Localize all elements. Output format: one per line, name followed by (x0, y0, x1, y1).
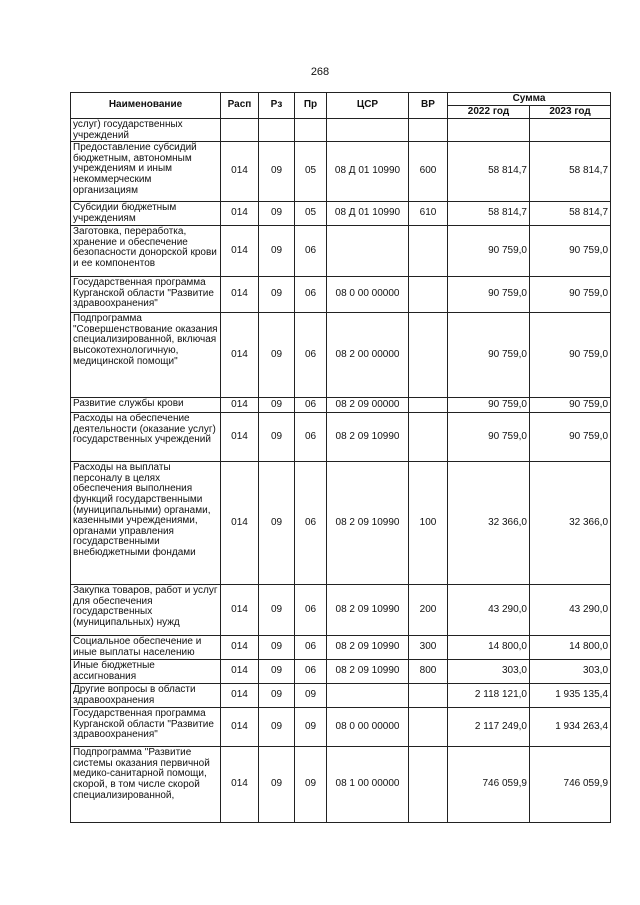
table-row (71, 398, 611, 413)
row-rz: 09 (259, 708, 295, 747)
row-pr: 09 (295, 684, 327, 708)
row-vr (409, 398, 448, 413)
table-row (71, 708, 611, 747)
row-vr (409, 119, 448, 142)
row-name: Иные бюджетные ассигнования (71, 660, 221, 684)
row-sum-2022: 90 759,0 (448, 398, 530, 413)
row-sum-2023: 90 759,0 (530, 413, 611, 462)
row-sum-2023: 43 290,0 (530, 585, 611, 636)
header-year-2022: 2022 год (448, 106, 530, 119)
row-rz: 09 (259, 398, 295, 413)
row-sum-2022: 58 814,7 (448, 142, 530, 202)
row-vr: 610 (409, 202, 448, 226)
row-rz: 09 (259, 636, 295, 660)
row-rasp: 014 (221, 226, 259, 277)
row-rasp: 014 (221, 684, 259, 708)
row-sum-2023 (530, 119, 611, 142)
row-sum-2022: 746 059,9 (448, 747, 530, 823)
row-csr: 08 Д 01 10990 (327, 202, 409, 226)
row-rasp (221, 119, 259, 142)
row-vr: 300 (409, 636, 448, 660)
row-sum-2022: 90 759,0 (448, 313, 530, 398)
budget-table (70, 92, 611, 823)
row-pr (295, 119, 327, 142)
row-vr: 800 (409, 660, 448, 684)
row-sum-2023: 90 759,0 (530, 226, 611, 277)
table-row (71, 119, 611, 142)
row-sum-2023: 58 814,7 (530, 142, 611, 202)
table-row (71, 313, 611, 398)
row-vr: 200 (409, 585, 448, 636)
row-rasp: 014 (221, 313, 259, 398)
row-pr: 06 (295, 462, 327, 585)
row-rz: 09 (259, 313, 295, 398)
table-row (71, 413, 611, 462)
table-body (71, 119, 611, 823)
header-csr: ЦСР (327, 93, 409, 119)
row-rz: 09 (259, 142, 295, 202)
row-sum-2023: 90 759,0 (530, 277, 611, 313)
row-sum-2023: 1 934 263,4 (530, 708, 611, 747)
row-csr: 08 2 09 10990 (327, 585, 409, 636)
row-vr (409, 747, 448, 823)
row-sum-2023: 14 800,0 (530, 636, 611, 660)
row-sum-2022: 43 290,0 (448, 585, 530, 636)
table-row (71, 226, 611, 277)
row-rz: 09 (259, 202, 295, 226)
header-name: Наименование (71, 93, 221, 119)
row-name: Другие вопросы в области здравоохранения (71, 684, 221, 708)
row-pr: 06 (295, 226, 327, 277)
row-csr: 08 0 00 00000 (327, 708, 409, 747)
row-name: Подпрограмма "Развитие системы оказания первичной медико-санитарной помощи, скорой, в том числе скорой специализированной, (71, 747, 221, 823)
row-pr: 09 (295, 747, 327, 823)
row-pr: 05 (295, 142, 327, 202)
table-row (71, 585, 611, 636)
row-sum-2023: 58 814,7 (530, 202, 611, 226)
header-rz: Рз (259, 93, 295, 119)
row-name: Государственная программа Курганской области "Развитие здравоохранения" (71, 277, 221, 313)
row-sum-2022: 90 759,0 (448, 226, 530, 277)
row-pr: 06 (295, 413, 327, 462)
row-pr: 06 (295, 585, 327, 636)
row-rasp: 014 (221, 142, 259, 202)
row-csr: 08 Д 01 10990 (327, 142, 409, 202)
row-rz: 09 (259, 226, 295, 277)
row-name: Предоставление субсидий бюджетным, автономным учреждениям и иным некоммерческим организациям (71, 142, 221, 202)
row-sum-2022: 90 759,0 (448, 413, 530, 462)
row-name: Подпрограмма "Совершенствование оказания специализированной, включая высокотехнологичную, медицинской помощи" (71, 313, 221, 398)
row-sum-2022: 32 366,0 (448, 462, 530, 585)
row-rasp: 014 (221, 413, 259, 462)
row-sum-2022 (448, 119, 530, 142)
row-rz: 09 (259, 747, 295, 823)
row-vr (409, 277, 448, 313)
row-sum-2023: 746 059,9 (530, 747, 611, 823)
row-csr (327, 119, 409, 142)
header-rasp: Расп (221, 93, 259, 119)
row-csr: 08 0 00 00000 (327, 277, 409, 313)
row-rz: 09 (259, 684, 295, 708)
row-rasp: 014 (221, 636, 259, 660)
row-rasp: 014 (221, 277, 259, 313)
row-sum-2023: 90 759,0 (530, 313, 611, 398)
row-name: Расходы на обеспечение деятельности (оказание услуг) государственных учреждений (71, 413, 221, 462)
row-sum-2023: 32 366,0 (530, 462, 611, 585)
header-sum: Сумма (448, 93, 611, 106)
table-row (71, 277, 611, 313)
row-rasp: 014 (221, 585, 259, 636)
table-row (71, 202, 611, 226)
row-sum-2022: 2 118 121,0 (448, 684, 530, 708)
row-pr: 06 (295, 398, 327, 413)
table-row (71, 684, 611, 708)
row-sum-2023: 303,0 (530, 660, 611, 684)
row-csr: 08 2 09 10990 (327, 660, 409, 684)
row-rz: 09 (259, 413, 295, 462)
page-number: 268 (310, 66, 330, 78)
row-sum-2022: 90 759,0 (448, 277, 530, 313)
row-rasp: 014 (221, 747, 259, 823)
row-sum-2022: 58 814,7 (448, 202, 530, 226)
row-csr (327, 684, 409, 708)
row-sum-2022: 303,0 (448, 660, 530, 684)
row-csr: 08 2 09 10990 (327, 413, 409, 462)
row-rasp: 014 (221, 462, 259, 585)
row-name: Развитие службы крови (71, 398, 221, 413)
row-vr (409, 313, 448, 398)
row-rasp: 014 (221, 202, 259, 226)
row-pr: 06 (295, 660, 327, 684)
row-rz: 09 (259, 277, 295, 313)
row-csr: 08 1 00 00000 (327, 747, 409, 823)
row-csr: 08 2 09 10990 (327, 462, 409, 585)
table-row (71, 636, 611, 660)
row-csr (327, 226, 409, 277)
row-rz: 09 (259, 462, 295, 585)
row-rz: 09 (259, 660, 295, 684)
row-name: услуг) государственных учреждений (71, 119, 221, 142)
row-rasp: 014 (221, 398, 259, 413)
row-rasp: 014 (221, 708, 259, 747)
header-year-2023: 2023 год (530, 106, 611, 119)
table-row (71, 660, 611, 684)
header-vr: ВР (409, 93, 448, 119)
table-row (71, 142, 611, 202)
row-sum-2022: 2 117 249,0 (448, 708, 530, 747)
row-name: Заготовка, переработка, хранение и обеспечение безопасности донорской крови и ее компонентов (71, 226, 221, 277)
row-vr (409, 413, 448, 462)
row-pr: 09 (295, 708, 327, 747)
row-csr: 08 2 00 00000 (327, 313, 409, 398)
table-row (71, 462, 611, 585)
row-vr (409, 226, 448, 277)
row-vr (409, 684, 448, 708)
row-rz: 09 (259, 585, 295, 636)
row-name: Государственная программа Курганской области "Развитие здравоохранения" (71, 708, 221, 747)
table-row (71, 747, 611, 823)
row-pr: 05 (295, 202, 327, 226)
row-pr: 06 (295, 277, 327, 313)
table-header (71, 93, 611, 119)
row-vr: 100 (409, 462, 448, 585)
row-pr: 06 (295, 636, 327, 660)
row-name: Расходы на выплаты персоналу в целях обеспечения выполнения функций государственными (муниципальными) органами, казенными учреждениями, органами управления государственными внебюджетными фондами (71, 462, 221, 585)
row-rasp: 014 (221, 660, 259, 684)
row-name: Социальное обеспечение и иные выплаты населению (71, 636, 221, 660)
row-sum-2022: 14 800,0 (448, 636, 530, 660)
row-sum-2023: 90 759,0 (530, 398, 611, 413)
row-rz (259, 119, 295, 142)
row-sum-2023: 1 935 135,4 (530, 684, 611, 708)
row-csr: 08 2 09 10990 (327, 636, 409, 660)
row-vr: 600 (409, 142, 448, 202)
row-name: Субсидии бюджетным учреждениям (71, 202, 221, 226)
row-name: Закупка товаров, работ и услуг для обеспечения государственных (муниципальных) нужд (71, 585, 221, 636)
row-vr (409, 708, 448, 747)
header-pr: Пр (295, 93, 327, 119)
row-csr: 08 2 09 00000 (327, 398, 409, 413)
row-pr: 06 (295, 313, 327, 398)
